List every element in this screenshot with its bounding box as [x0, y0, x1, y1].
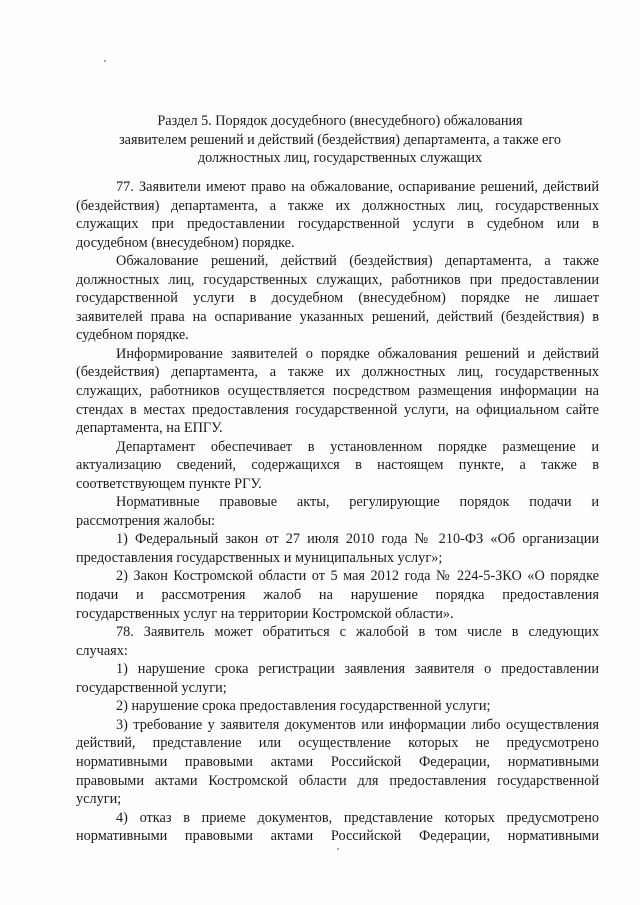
body-text-line: Обжалование решений, действий (бездействия) департамента, а также: [116, 253, 599, 270]
body-text-line: Департамент обеспечивает в установленном порядке размещение и: [116, 438, 599, 455]
scan-speck: [337, 848, 339, 850]
body-text-line: 1) нарушение срока регистрации заявления заявителя о предоставлении: [116, 661, 599, 678]
body-text-line: (бездействия) департамента, а также их должностных лиц, государственных: [76, 364, 599, 381]
body-text-line: услуги;: [76, 791, 122, 808]
body-text-line: 2) Закон Костромской области от 5 мая 2012 года № 224-5-ЗКО «О порядке: [116, 568, 599, 585]
body-text-line: 1) Федеральный закон от 27 июля 2010 года № 210-ФЗ «Об организации: [116, 531, 599, 548]
body-text-line: соответствующем пункте РГУ.: [76, 475, 262, 492]
body-text-line: 77. Заявители имеют право на обжалование, оспаривание решений, действий: [116, 179, 599, 195]
body-text-line: Нормативные правовые акты, регулирующие порядок подачи и: [116, 494, 599, 511]
document-body: [76, 178, 599, 846]
heading-line: должностных лиц, государственных служащих: [197, 150, 483, 166]
body-text-line: 4) отказ в приеме документов, представление которых предусмотрено: [116, 809, 599, 826]
body-text-line: актуализацию сведений, содержащихся в настоящем пункте, а также в: [76, 457, 599, 474]
section-heading: [60, 112, 620, 168]
body-text-line: государственной услуги в досудебном (внесудебном) порядке не лишает: [76, 290, 599, 307]
body-text-line: правовыми актами Костромской области для предоставления государственной: [76, 772, 599, 789]
body-text-line: 2) нарушение срока предоставления государственной услуги;: [116, 698, 491, 715]
body-text-line: служащих при предоставлении государственной услуги в судебном или в: [76, 216, 599, 233]
body-text-line: государственных услуг на территории Костромской области».: [76, 605, 454, 622]
body-text-line: (бездействия) департамента, а также их должностных лиц, государственных: [76, 197, 599, 214]
body-text-line: департамента, на ЕПГУ.: [76, 420, 223, 437]
heading-line: Раздел 5. Порядок досудебного (внесудебного) обжалования: [157, 113, 523, 129]
body-text-line: судебном порядке.: [76, 327, 189, 344]
body-text-line: Информирование заявителей о порядке обжалования решений и действий: [116, 345, 599, 362]
heading-line: заявителем решений и действий (бездействия) департамента, а также его: [119, 131, 561, 148]
body-text-line: государственной услуги;: [76, 679, 227, 696]
body-text-line: стендах в местах предоставления государственной услуги, на официальном сайте: [76, 401, 599, 418]
body-text-line: предоставления государственных и муниципальных услуг»;: [76, 549, 443, 566]
body-text-line: должностных лиц, государственных служащих, работников при предоставлении: [76, 271, 599, 288]
body-text-line: заявителей права на оспаривание указанных решений, действий (бездействия) в: [76, 308, 599, 325]
body-text-line: рассмотрения жалобы:: [76, 512, 216, 529]
body-text-line: подачи и рассмотрения жалоб на нарушение порядка предоставления: [76, 587, 599, 604]
body-text-line: служащих, работников осуществляется посредством размещения информации на: [76, 383, 599, 400]
scan-speck: [104, 60, 106, 62]
body-text-line: 3) требование у заявителя документов или информации либо осуществления: [116, 716, 599, 733]
body-text-line: 78. Заявитель может обратиться с жалобой в том числе в следующих: [116, 624, 599, 641]
body-text-line: нормативными правовыми актами Российской Федерации, нормативными: [76, 753, 599, 770]
body-text-line: случаях:: [76, 642, 128, 659]
body-text-line: нормативными правовыми актами Российской Федерации, нормативными: [76, 828, 599, 845]
body-text-line: действий, представление или осуществление которых не предусмотрено: [76, 735, 599, 752]
body-text-line: досудебном (внесудебном) порядке.: [76, 234, 295, 251]
